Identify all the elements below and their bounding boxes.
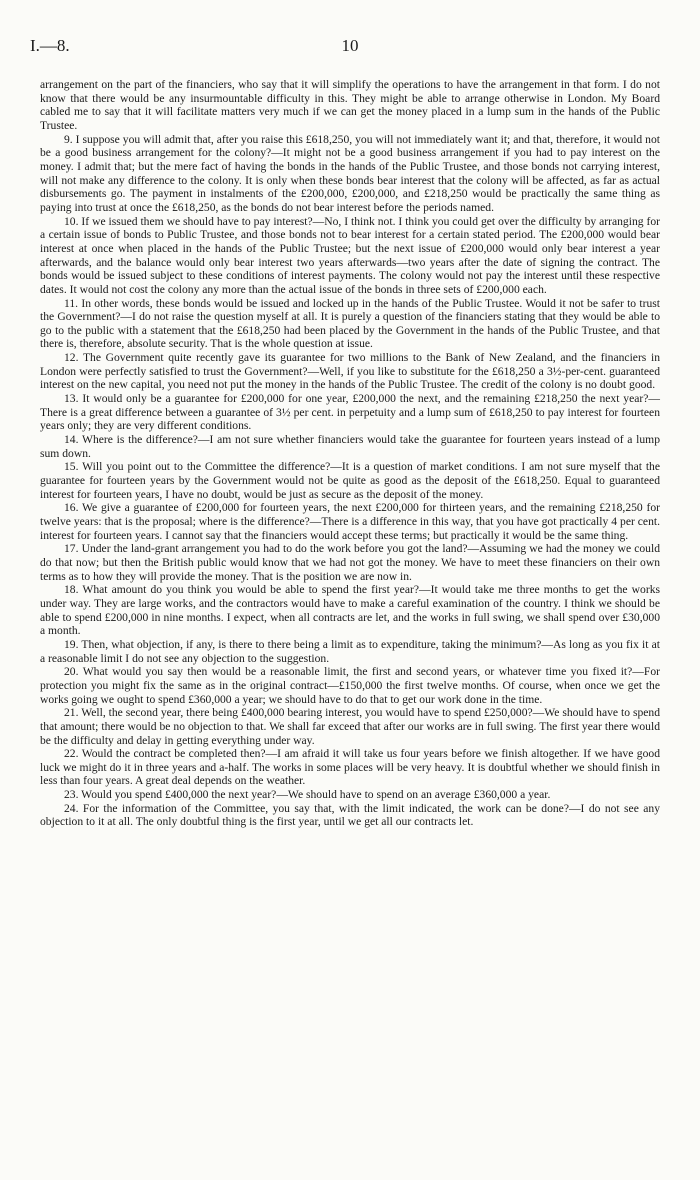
paragraph: 18. What amount do you think you would be able to spend the first year?—It would take me three months to get the works under way. They are large works, and the contractors would have to make a careful examination of the country. I think we should be able to spend £200,000 in nine months. I expect, when all contracts are let, and the works in full swing, we shall spend over £30,000 a month. [40,583,660,638]
paragraph: 17. Under the land-grant arrangement you had to do the work before you got the land?—Assuming we had the money we could do that now; but then the British public would know that we had not got the money. We have to meet these financiers on their own terms as to how they will provide the money. That is the position we are now in. [40,542,660,583]
paragraph: 24. For the information of the Committee, you say that, with the limit indicated, the work can be done?—I do not see any objection to it at all. The only doubtful thing is the first year, until we get all our contracts let. [40,801,660,829]
paragraph: 20. What would you say then would be a reasonable limit, the first and second years, or whatever time you fixed it?—For protection you might fix the same as in the original contract—£150,000 the first twelve months. Of course, when once we get the works going we ought to spend £360,000 a year; we should have to do that to get our work done in the time. [40,665,660,706]
page-number: 10 [341,36,359,55]
paragraph: 9. I suppose you will admit that, after you raise this £618,250, you will not immediately want it; and that, therefore, it would not be a good business arrangement for the colony?—It might not be a good business arrangement if you had to pay interest on the money. I admit that; but the mere fact of having the bonds in the hands of the Public Trustee, and those bonds not carrying interest, will not make any difference to the colony. It is only when these bonds bear interest that the colony will be affected, as far as actual disbursements go. The payment in instalments of the £200,000, £200,000, and £218,250 would be practically the same thing as paying into trust at once the £618,250, as the bonds do not bear interest before the periods named. [40,132,660,214]
paragraph: 16. We give a guarantee of £200,000 for fourteen years, the next £200,000 for thirteen years, and the remaining £218,250 for twelve years: that is the proposal; where is the difference?—There is a difference in this way, that you have got practically 4 per cent. interest for fourteen years. I cannot say that the financiers would accept these terms; but practically it would be the same thing. [40,501,660,542]
paragraph: 11. In other words, these bonds would be issued and locked up in the hands of the Public Trustee. Would it not be safer to trust the Government?—I do not raise the question myself at all. It is purely a question of the financiers stating that they would be able to go to the public with a statement that the £618,250 had been placed by the Government in the hands of the Public Trustee, and that there is, therefore, absolute security. That is the whole question at issue. [40,296,660,351]
paragraph: 19. Then, what objection, if any, is there to there being a limit as to expenditure, taking the minimum?—As long as you fix it at a reasonable limit I do not see any objection to the suggestion. [40,637,660,665]
paragraph: 21. Well, the second year, there being £400,000 bearing interest, you would have to spend £250,000?—We should have to spend that amount; there would be no objection to that. We shall far exceed that after our works are in full swing. The first year there would be the difficulty and delay in getting everything under way. [40,706,660,747]
paragraph: 14. Where is the difference?—I am not sure whether financiers would take the guarantee for fourteen years instead of a lump sum down. [40,433,660,460]
paper-reference: I.—8. [30,36,70,55]
paragraph: 12. The Government quite recently gave its guarantee for two millions to the Bank of New Zealand, and the financiers in London were perfectly satisfied to trust the Government?—Well, if you like to substitute for the £618,250 a 3½-per-cent. guaranteed interest on the new capital, you need not put the money in the hands of the Public Trustee. The credit of the colony is no doubt good. [40,351,660,392]
paragraph: 15. Will you point out to the Committee the difference?—It is a question of market conditions. I am not sure myself that the guarantee for fourteen years by the Government would not be quite as good as the deposit of the £618,250. Equal to guaranteed interest for fourteen years, I have no doubt, would be just as secure as the deposit of the money. [40,460,660,501]
paragraph: arrangement on the part of the financiers, who say that it will simplify the operations to have the arrangement in that form. I do not know that there would be any insurmountable difficulty in this. They might be able to arrange otherwise in London. My Board cabled me to say that it will facilitate matters very much if we can get the money placed in a lump sum in the hands of the Public Trustee. [40,78,660,132]
page-header [30,36,670,64]
paragraph: 13. It would only be a guarantee for £200,000 for one year, £200,000 the next, and the remaining £218,250 the next year?—There is a great difference between a guarantee of 3½ per cent. in perpetuity and a lump sum of £618,250 to pay interest for fourteen years only; they are very different conditions. [40,392,660,433]
paragraph: 23. Would you spend £400,000 the next year?—We should have to spend on an average £360,000 a year. [64,788,551,802]
body-text [40,78,660,829]
paragraph: 22. Would the contract be completed then?—I am afraid it will take us four years before we finish altogether. If we have good luck we might do it in three years and a-half. The works in some places will be very heavy. It is doubtful whether we should finish in less than four years. A great deal depends on the weather. [40,747,660,788]
paragraph: 10. If we issued them we should have to pay interest?—No, I think not. I think you could get over the difficulty by arranging for a certain issue of bonds to Public Trustee, and those bonds not to bear interest for a certain stated period. The £200,000 would bear interest at once when placed in the hands of the Public Trustee; but the next issue of £200,000 would only bear interest a year afterwards, and the balance would only bear interest two years afterwards—two years after the date of signing the contract. The bonds would be issued subject to these conditions of interest payments. The colony would not pay the interest until these respective dates. It would not cost the colony any more than the actual issue of the bonds in three sets of £200,000 each. [40,214,660,296]
